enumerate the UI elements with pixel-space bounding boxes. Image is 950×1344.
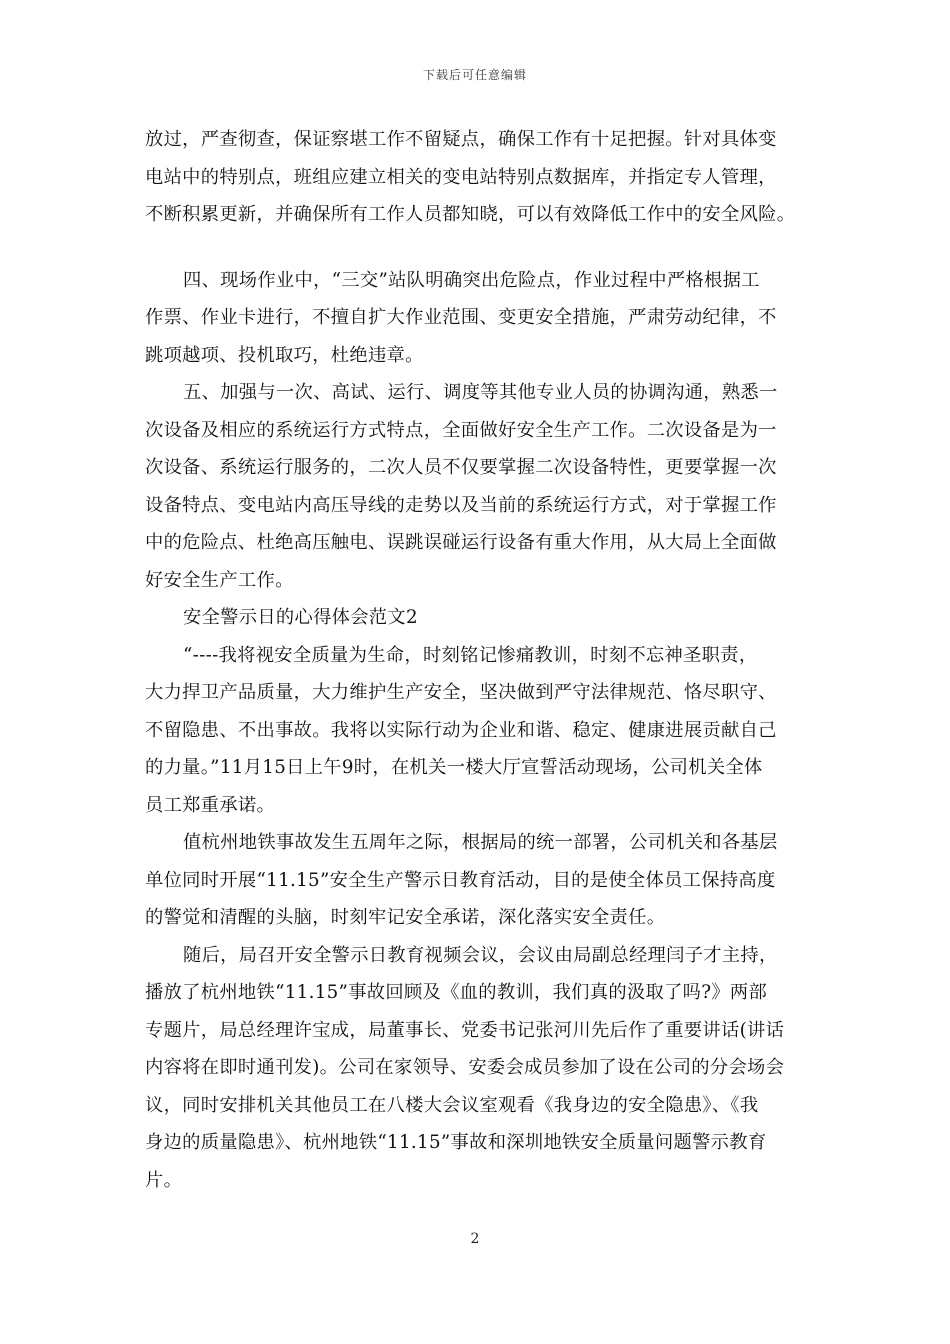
text-line: 不留隐患、不出事故。我将以实际行动为企业和谐、稳定、健康进展贡献自己	[145, 719, 777, 741]
text-line: 中的危险点、杜绝高压触电、误跳误碰运行设备有重大作用，从大局上全面做	[145, 532, 777, 553]
page-number: 2	[470, 1231, 480, 1247]
text-line: 员工郑重承诺。	[145, 794, 276, 816]
text-line: 身边的质量隐患》、杭州地铁“11.15”事故和深圳地铁安全质量问题警示教育	[145, 1132, 767, 1153]
text-line: 专题片，局总经理许宝成，局董事长、党委书记张河川先后作了重要讲话(讲话	[145, 1019, 785, 1041]
text-line: 随后，局召开安全警示日教育视频会议，会议由局副总经理闫子才主持，	[183, 944, 778, 966]
text-line: 好安全生产工作。	[145, 569, 294, 591]
text-line: 次设备、系统运行服务的，二次人员不仅要掌握二次设备特性，更要掌握一次	[145, 457, 777, 478]
text-line: 的警觉和清醒的头脑，时刻牢记安全承诺，深化落实安全责任。	[145, 907, 666, 928]
text-line: 值杭州地铁事故发生五周年之际，根据局的统一部署，公司机关和各基层	[183, 832, 778, 853]
text-line: 内容将在即时通刊发)。公司在家领导、安委会成员参加了设在公司的分会场会	[145, 1057, 785, 1078]
text-line: 大力捍卫产品质量，大力维护生产安全，坚决做到严守法律规范、恪尽职守、	[145, 682, 777, 703]
text-line: 不断积累更新，并确保所有工作人员都知晓，可以有效降低工作中的安全风险。	[145, 204, 796, 225]
text-line: 的力量。”11月15日上午9时，在机关一楼大厅宣誓活动现场，公司机关全体	[145, 757, 763, 778]
text-line: 单位同时开展“11.15”安全生产警示日教育活动，目的是使全体员工保持高度	[145, 869, 776, 891]
body-text	[145, 121, 810, 1199]
text-line: 次设备及相应的系统运行方式特点，全面做好安全生产工作。二次设备是为一	[145, 419, 777, 441]
text-line: 播放了杭州地铁“11.15”事故回顾及《血的教训，我们真的汲取了吗?》两部	[145, 982, 768, 1003]
text-line: 跳项越项、投机取巧，杜绝违章。	[145, 344, 424, 366]
text-line: 片。	[145, 1169, 183, 1191]
section-title: 安全警示日的心得体会范文2	[183, 607, 418, 628]
text-line: 作票、作业卡进行，不擅自扩大作业范围、变更安全措施，严肃劳动纪律，不	[145, 307, 777, 328]
paragraph-gap	[145, 234, 810, 262]
text-line: 四、现场作业中，“三交”站队明确突出危险点，作业过程中严格根据工	[183, 269, 760, 291]
text-line: 议，同时安排机关其他员工在八楼大会议室观看《我身边的安全隐患》、《我	[145, 1094, 759, 1116]
text-line: 放过，严查彻查，保证察堪工作不留疑点，确保工作有十足把握。针对具体变	[145, 129, 777, 150]
text-line: 设备特点、变电站内高压导线的走势以及当前的系统运行方式，对于掌握工作	[145, 494, 777, 516]
text-line: “----我将视安全质量为生命，时刻铭记惨痛教训，时刻不忘神圣职责，	[183, 644, 758, 666]
page-header: 下载后可任意编辑	[422, 68, 527, 82]
text-line: 电站中的特别点，班组应建立相关的变电站特别点数据库，并指定专人管理，	[145, 166, 777, 188]
text-line: 五、加强与一次、高试、运行、调度等其他专业人员的协调沟通，熟悉一	[183, 382, 778, 403]
